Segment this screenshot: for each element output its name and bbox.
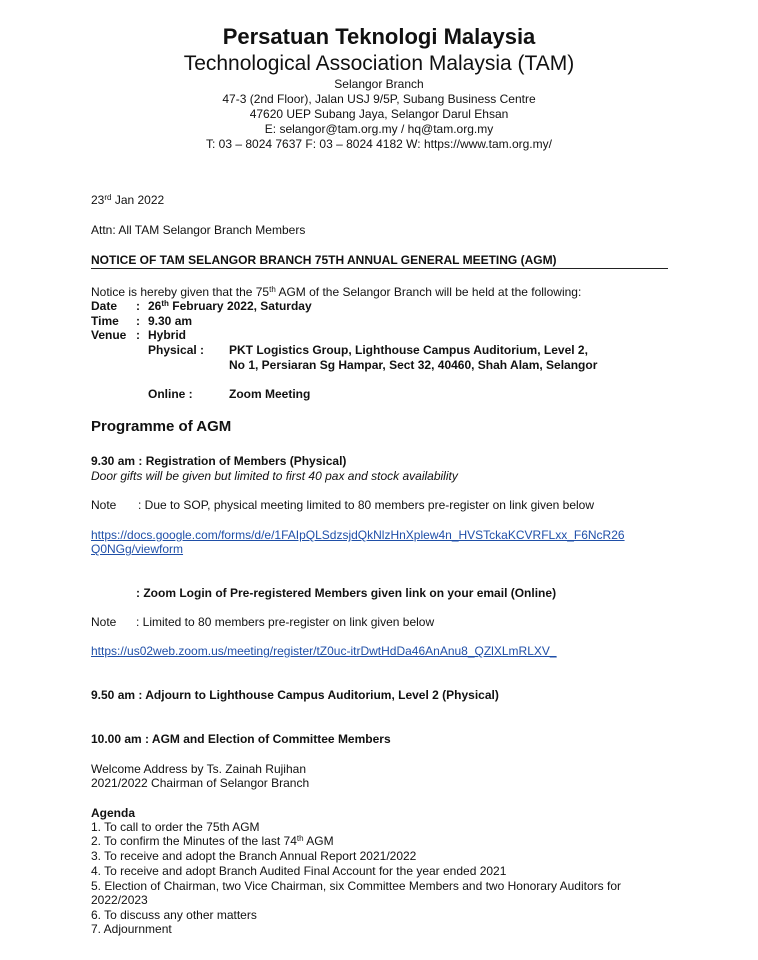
- agenda-item: 2. To confirm the Minutes of the last 74th AGM: [91, 834, 334, 848]
- address-line-2: 47620 UEP Subang Jaya, Selangor Darul Ehsan: [249, 107, 509, 121]
- venue-colon: :: [136, 328, 140, 342]
- registration-form-link[interactable]: https://docs.google.com/forms/d/e/1FAIpQLSdzsjdQkNlzHnXplew4n_HVSTckaKCVRFLxx_F6NcR26: [91, 528, 625, 542]
- online-venue: Zoom Meeting: [229, 387, 311, 401]
- registration-title: 9.30 am : Registration of Members (Physical): [91, 454, 347, 468]
- welcome-address: Welcome Address by Ts. Zainah Rujihan: [91, 762, 306, 776]
- note-label-1: Note: [91, 498, 117, 512]
- note-text-1: : Due to SOP, physical meeting limited to 80 members pre-register on link given below: [138, 498, 594, 512]
- zoom-login-title: : Zoom Login of Pre-registered Members given link on your email (Online): [136, 586, 557, 600]
- registration-form-link-continued[interactable]: Q0NGg/viewform: [91, 542, 184, 556]
- door-gift-note: Door gifts will be given but limited to first 40 pax and stock availability: [91, 469, 458, 483]
- agm-item: 10.00 am : AGM and Election of Committee Members: [91, 732, 391, 746]
- agenda-item: 6. To discuss any other matters: [91, 908, 257, 922]
- notice-subject: NOTICE OF TAM SELANGOR BRANCH 75TH ANNUAL GENERAL MEETING (AGM): [91, 253, 557, 267]
- online-label: Online :: [148, 387, 193, 401]
- agenda-item: 7. Adjournment: [91, 922, 172, 936]
- chairman-title: 2021/2022 Chairman of Selangor Branch: [91, 776, 310, 790]
- agenda-item: 4. To receive and adopt Branch Audited Final Account for the year ended 2021: [91, 864, 507, 878]
- agenda-item: 5. Election of Chairman, two Vice Chairman, six Committee Members and two Honorary Auditors for: [91, 879, 621, 893]
- address-line-1: 47-3 (2nd Floor), Jalan USJ 9/5P, Subang Business Centre: [222, 92, 536, 106]
- contact-line: T: 03 – 8024 7637 F: 03 – 8024 4182 W: https://www.tam.org.my/: [206, 137, 552, 151]
- date-label: Date: [91, 299, 118, 313]
- agenda-heading: Agenda: [91, 806, 136, 820]
- agenda-item-continued: 2022/2023: [91, 893, 148, 907]
- venue-value: Hybrid: [148, 328, 187, 342]
- subject-underline: [91, 268, 668, 269]
- letter-date: 23rd Jan 2022: [91, 193, 165, 207]
- org-name-english: Technological Association Malaysia (TAM): [183, 52, 575, 75]
- programme-heading: Programme of AGM: [91, 418, 232, 435]
- physical-venue-line-1: PKT Logistics Group, Lighthouse Campus Auditorium, Level 2,: [229, 343, 588, 357]
- email-line: E: selangor@tam.org.my / hq@tam.org.my: [264, 122, 494, 136]
- date-colon: :: [136, 299, 140, 313]
- time-value: 9.30 am: [148, 314, 193, 328]
- agenda-item: 3. To receive and adopt the Branch Annual Report 2021/2022: [91, 849, 417, 863]
- venue-label: Venue: [91, 328, 127, 342]
- zoom-registration-link[interactable]: https://us02web.zoom.us/meeting/register/tZ0uc-itrDwtHdDa46AnAnu8_QZlXLmRLXV_: [91, 644, 557, 658]
- attention-line: Attn: All TAM Selangor Branch Members: [91, 223, 306, 237]
- physical-venue-line-2: No 1, Persiaran Sg Hampar, Sect 32, 40460, Shah Alam, Selangor: [229, 358, 598, 372]
- physical-label: Physical :: [148, 343, 205, 357]
- adjourn-item: 9.50 am : Adjourn to Lighthouse Campus Auditorium, Level 2 (Physical): [91, 688, 499, 702]
- note-label-2: Note: [91, 615, 117, 629]
- date-value: 26th February 2022, Saturday: [148, 299, 312, 313]
- branch-name: Selangor Branch: [334, 77, 424, 91]
- note-text-2: : Limited to 80 members pre-register on link given below: [136, 615, 435, 629]
- notice-intro: Notice is hereby given that the 75th AGM of the Selangor Branch will be held at the following:: [91, 285, 582, 299]
- agenda-item: 1. To call to order the 75th AGM: [91, 820, 260, 834]
- time-label: Time: [91, 314, 119, 328]
- org-name-malay: Persatuan Teknologi Malaysia: [222, 24, 536, 49]
- time-colon: :: [136, 314, 140, 328]
